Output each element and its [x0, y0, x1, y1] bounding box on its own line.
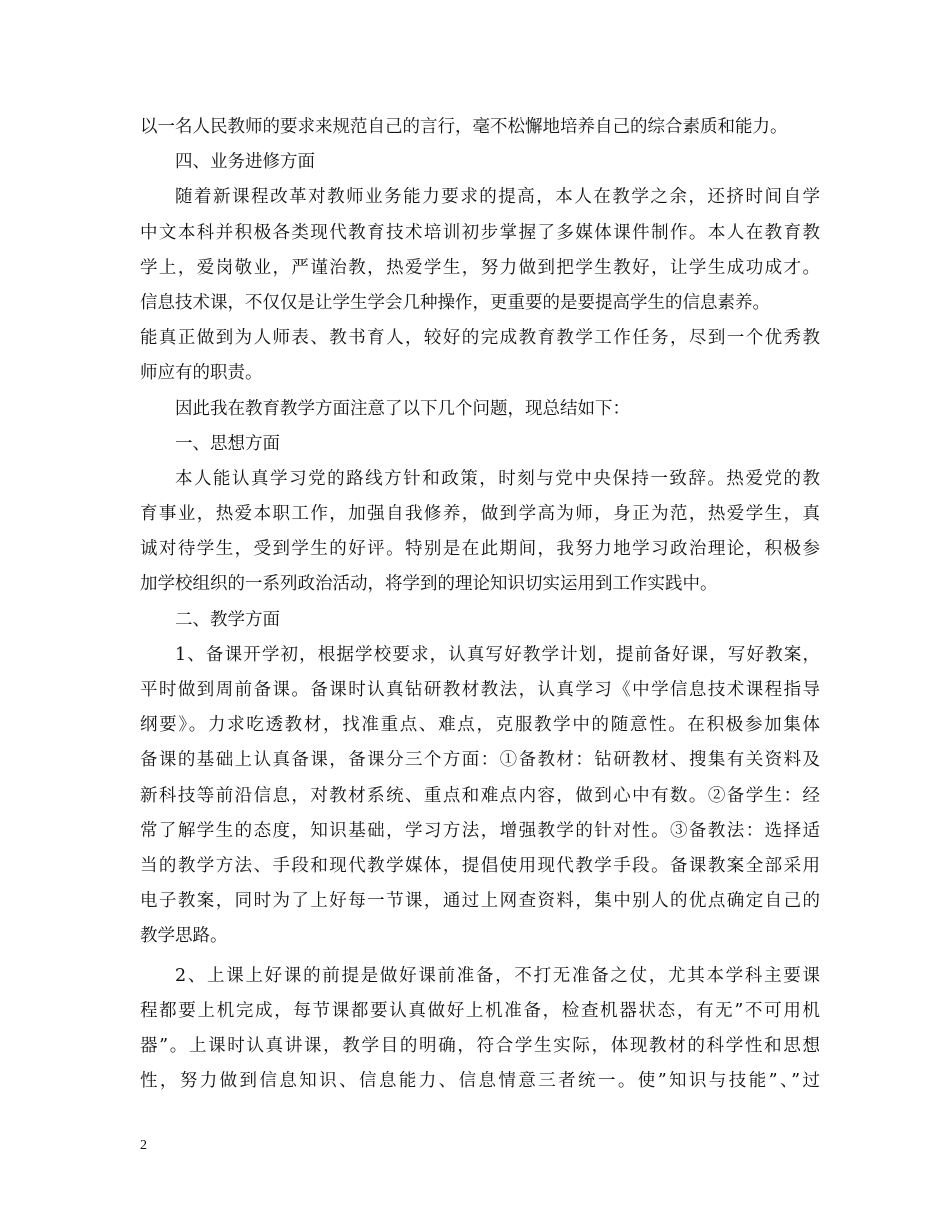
- text-line: 四、业务进修方面: [175, 152, 315, 173]
- text-line: 备课的基础上认真备课，备课分三个方面：①备教材：钻研教材、搜集有关资料及: [140, 750, 820, 771]
- text-line: 纲要》。力求吃透教材，找准重点、难点，克服教学中的随意性。在积极参加集体: [140, 715, 820, 736]
- text-line: 信息技术课，不仅仅是让学生学会几种操作，更重要的是要提高学生的信息素养。: [140, 292, 770, 313]
- text-line: 1、备课开学初，根据学校要求，认真写好教学计划，提前备好课，写好教案，: [175, 644, 820, 665]
- text-line: 随着新课程改革对教师业务能力要求的提高，本人在教学之余，还挤时间自学: [175, 187, 820, 208]
- text-line: 因此我在教育教学方面注意了以下几个问题，现总结如下：: [175, 398, 630, 419]
- text-line: 本人能认真学习党的路线方针和政策，时刻与党中央保持一致辞。热爱党的教: [175, 468, 820, 489]
- text-line: 一、思想方面: [175, 433, 280, 454]
- document-body: [140, 110, 820, 1099]
- text-line: 平时做到周前备课。备课时认真钻研教材教法，认真学习《中学信息技术课程指导: [140, 680, 820, 700]
- text-line: 教学思路。: [140, 926, 228, 947]
- page-number: 2: [140, 1138, 147, 1153]
- text-line: 器”。上课时认真讲课，教学目的明确，符合学生实际，体现教材的科学性和思想: [140, 1035, 820, 1056]
- text-line: 2、上课上好课的前提是做好课前准备，不打无准备之仗，尤其本学科主要课: [175, 965, 820, 986]
- text-line: 育事业，热爱本职工作，加强自我修养，做到学高为师，身正为范，热爱学生，真: [140, 504, 820, 525]
- text-line: 中文本科并积极各类现代教育技术培训初步掌握了多媒体课件制作。本人在教育教: [140, 222, 820, 243]
- text-line: 以一名人民教师的要求来规范自己的言行，毫不松懈地培养自己的综合素质和能力。: [140, 117, 788, 137]
- text-line: 能真正做到为人师表、教书育人，较好的完成教育教学工作任务，尽到一个优秀教: [140, 328, 820, 349]
- text-line: 二、教学方面: [175, 609, 280, 630]
- text-line: 电子教案，同时为了上好每一节课，通过上网查资料，集中别人的优点确定自己的: [140, 891, 820, 912]
- text-line: 诚对待学生，受到学生的好评。特别是在此期间，我努力地学习政治理论，积极参: [140, 539, 820, 560]
- text-line: 新科技等前沿信息，对教材系统、重点和难点内容，做到心中有数。②备学生：经: [140, 785, 820, 806]
- text-line: 学上，爱岗敬业，严谨治教，热爱学生，努力做到把学生教好，让学生成功成才。: [140, 257, 820, 278]
- text-line: 当的教学方法、手段和现代教学媒体，提倡使用现代教学手段。备课教案全部采用: [140, 855, 820, 876]
- text-line: 性，努力做到信息知识、信息能力、信息情意三者统一。使”知识与技能”、”过: [140, 1071, 820, 1092]
- text-line: 加学校组织的一系列政治活动，将学到的理论知识切实运用到工作实践中。: [140, 574, 718, 595]
- text-line: 程都要上机完成，每节课都要认真做好上机准备，检查机器状态，有无”不可用机: [140, 1000, 820, 1021]
- text-line: 师应有的职责。: [140, 363, 263, 384]
- text-line: 常了解学生的态度，知识基础，学习方法，增强教学的针对性。③备教法：选择适: [140, 820, 820, 841]
